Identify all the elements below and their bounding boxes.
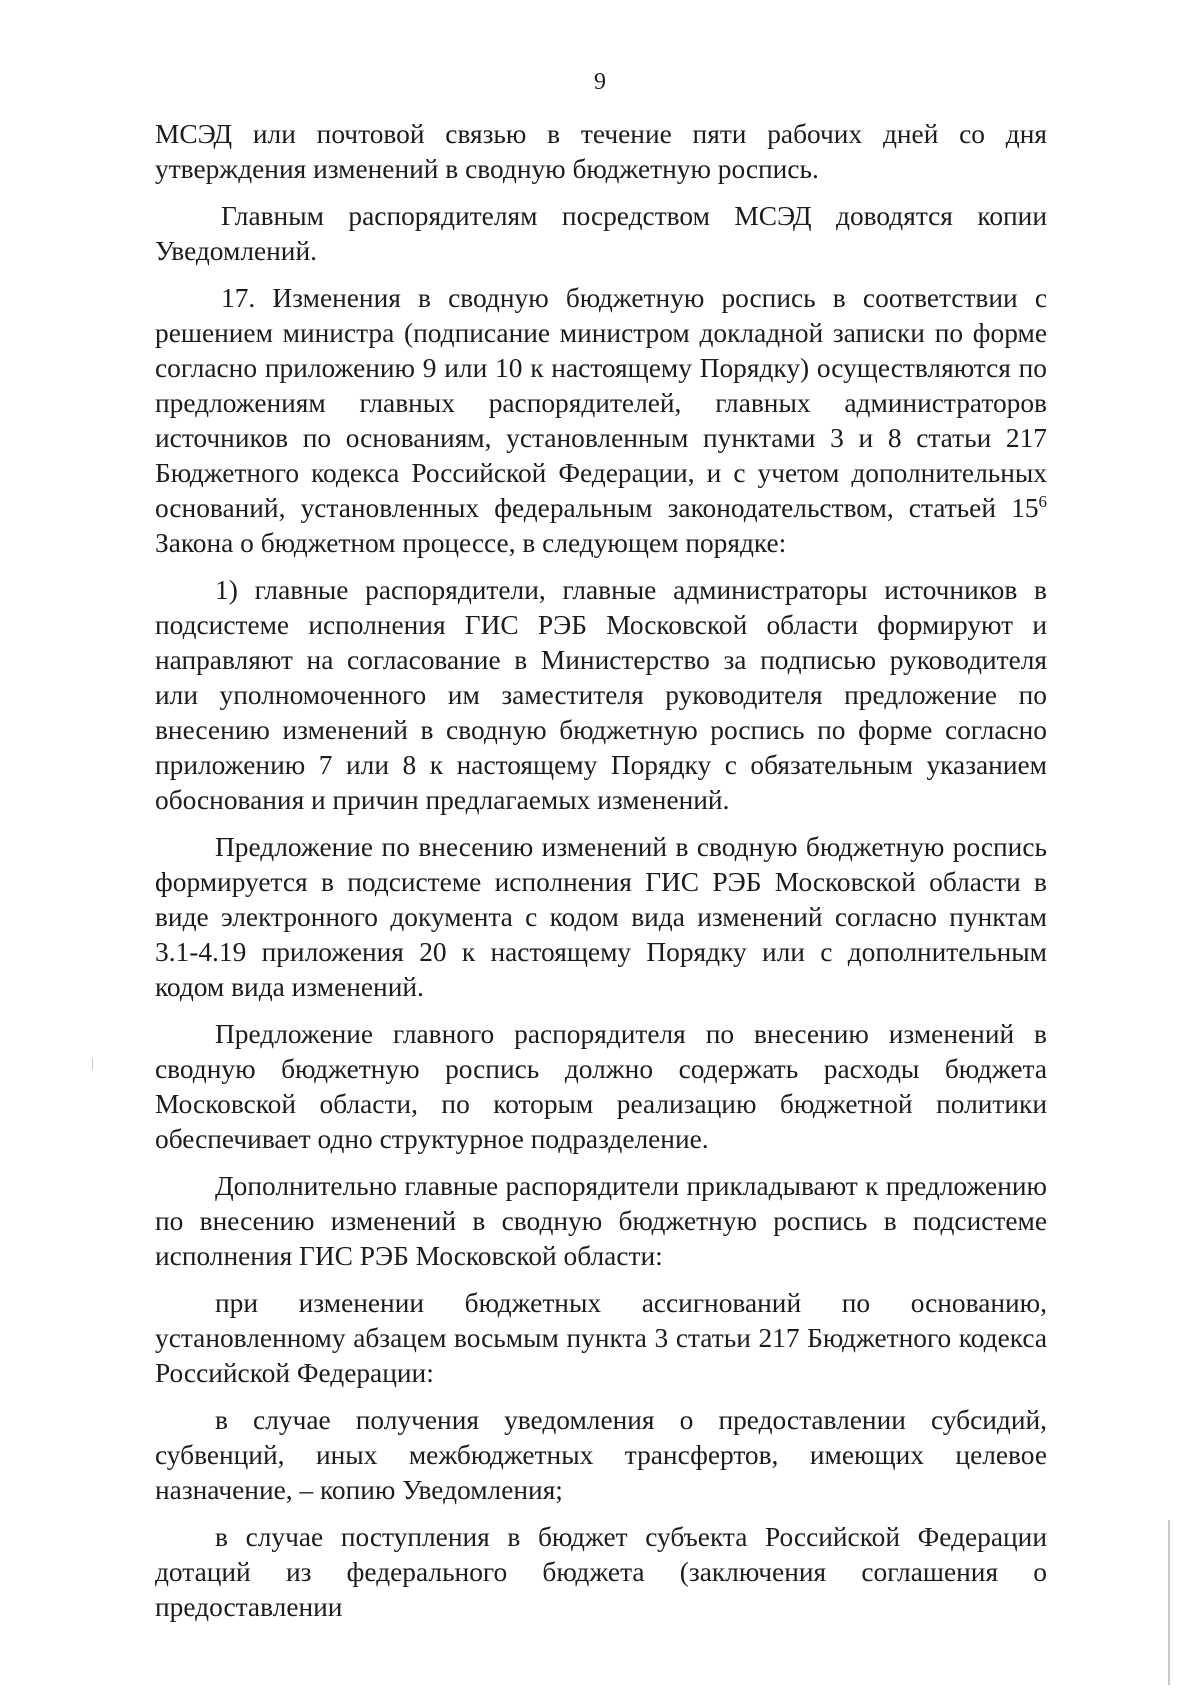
- paragraph-item-17-text: 17. Изменения в сводную бюджетную роспись в соответствии с решением министра (подписание министром докладной записки по форме согласно приложению 9 или 10 к настоящему Порядку) осуществляются по предложениям главных распорядителей, главных администраторов источников по основаниям, установленным пунктами 3 и 8 статьи 217 Бюджетного кодекса Российской Федерации, и с учетом дополнительных оснований, установленных федеральным законодательством, статьей 15: [155, 283, 1047, 523]
- paragraph-item-17-tail: Закона о бюджетном процессе, в следующем порядке:: [155, 528, 787, 558]
- article-superscript: 6: [1038, 491, 1047, 511]
- paragraph-proposal-content: Предложение главного распорядителя по внесению изменений в сводную бюджетную роспись должно содержать расходы бюджета Московской области, по которым реализацию бюджетной политики обеспечивает одно структурное подразделение.: [155, 1019, 1047, 1154]
- paragraph-item-17: [155, 281, 1047, 561]
- paragraph-attachments: Дополнительно главные распорядители прикладывают к предложению по внесению изменений в сводную бюджетную роспись в подсистеме исполнения ГИС РЭБ Московской области:: [155, 1171, 1047, 1271]
- paragraph-federal-grants: в случае поступления в бюджет субъекта Российской Федерации дотаций из федерального бюджета (заключения соглашения о предоставлении: [155, 1522, 1047, 1622]
- paragraph-proposal-format: Предложение по внесению изменений в сводную бюджетную роспись формируется в подсистеме исполнения ГИС РЭБ Московской области в виде электронного документа с кодом вида изменений согласно пунктам 3.1-4.19 приложения 20 к настоящему Порядку или с дополнительным кодом вида изменений.: [155, 832, 1047, 1002]
- paragraph-subsidy-notice: в случае получения уведомления о предоставлении субсидий, субвенций, иных межбюджетных трансфертов, имеющих целевое назначение, – копию Уведомления;: [155, 1405, 1047, 1505]
- paragraph-notification-copies: Главным распорядителям посредством МСЭД доводятся копии Уведомлений.: [155, 201, 1047, 266]
- paragraph-allocation-change: при изменении бюджетных ассигнований по основанию, установленному абзацем восьмым пункта 3 статьи 217 Бюджетного кодекса Российской Федерации:: [155, 1288, 1047, 1388]
- paragraph-continuation: МСЭД или почтовой связью в течение пяти рабочих дней со дня утверждения изменений в сводную бюджетную роспись.: [155, 119, 1047, 184]
- paragraph-subitem-1: 1) главные распорядители, главные администраторы источников в подсистеме исполнения ГИС РЭБ Московской области формируют и направляют на согласование в Министерство за подписью руководителя или уполномоченного им заместителя руководителя предложение по внесению изменений в сводную бюджетную роспись по форме согласно приложению 7 или 8 к настоящему Порядку с обязательным указанием обоснования и причин предлагаемых изменений.: [155, 575, 1047, 815]
- document-body: [155, 117, 1047, 1637]
- page-number: 9: [594, 69, 606, 95]
- scan-edge-mark-left: [92, 1058, 93, 1070]
- scan-edge-mark-right: [1168, 1520, 1170, 1685]
